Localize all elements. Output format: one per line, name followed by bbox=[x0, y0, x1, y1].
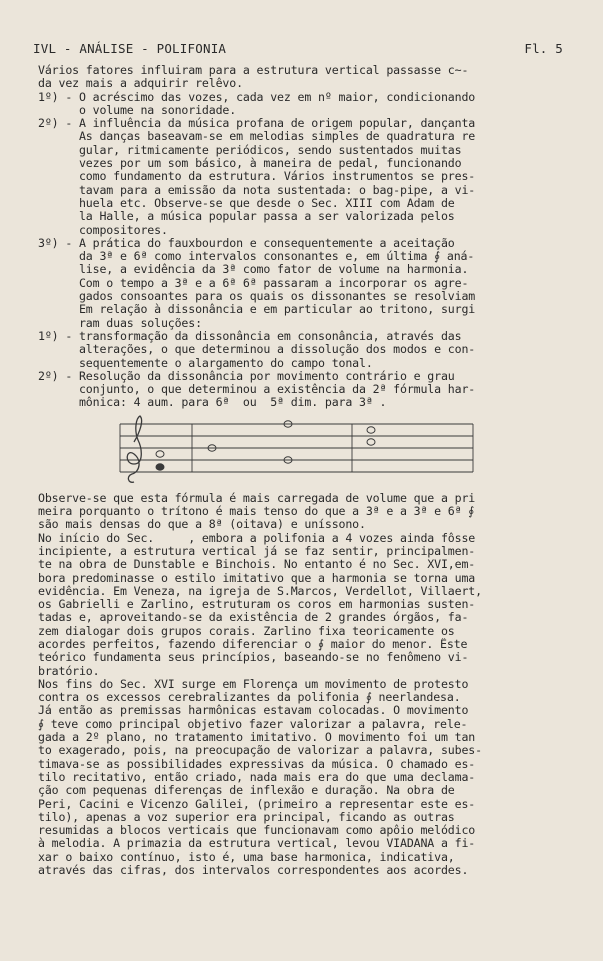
text-line: Observe-se que esta fórmula é mais carregada de volume que a pri bbox=[38, 491, 476, 505]
text-line: meira porquanto o trítono é mais tenso do que a 3ª e a 3ª e 6ª ∮ bbox=[38, 505, 475, 519]
text-line: huela etc. Observe-se que desde o Sec. XIII com Adam de bbox=[38, 196, 455, 210]
music-example bbox=[38, 410, 574, 492]
text-line: incipiente, a estrutura vertical já se faz sentir, principalmen- bbox=[38, 544, 476, 558]
text-line: teórico fundamenta seus princípios, baseando-se no fenômeno vi- bbox=[38, 651, 469, 665]
text-line: Nos fins do Sec. XVI surge em Florença um movimento de protesto bbox=[38, 677, 469, 691]
text-line: ∮ teve como principal objetivo fazer valorizar a palavra, rele- bbox=[38, 717, 468, 731]
text-line: 2º) - A influência da música profana de origem popular, dançanta bbox=[38, 117, 476, 131]
text-line: ram duas soluções: bbox=[38, 316, 202, 330]
text-line: acordes perfeitos, fazendo diferenciar o ∮ maior do menor. Êste bbox=[38, 637, 468, 651]
document-body bbox=[38, 64, 574, 877]
text-line: vezes por um som básico, à maneira de pedal, funcionando bbox=[38, 157, 462, 171]
text-line: 2º) - Resolução da dissonância por movimento contrário e grau bbox=[38, 369, 455, 383]
text-line: contra os excessos cerebralizantes da polifonia ∮ neerlandesa. bbox=[38, 691, 461, 705]
text-line: Com o tempo a 3ª e a 6ª 6ª passaram a incorporar os agre- bbox=[38, 276, 469, 290]
note-7 bbox=[367, 439, 375, 445]
text-line: compositores. bbox=[38, 223, 168, 237]
text-line: são mais densas do que a 8ª (oitava) e uníssono. bbox=[38, 518, 366, 532]
text-line: te na obra de Dunstable e Binchois. No entanto é no Sec. XVI,em- bbox=[38, 558, 476, 572]
text-line: la Halle, a música popular passa a ser valorizada pelos bbox=[38, 210, 455, 224]
text-line: Já então as premissas harmônicas estavam colocadas. O movimento bbox=[38, 704, 469, 718]
text-line: tavam para a emissão da nota sustentada: o bag-pipe, a vi- bbox=[38, 183, 476, 197]
text-line: os Gabrielli e Zarlino, estruturam os coros em harmonias susten- bbox=[38, 598, 476, 612]
text-line: 1º) - O acréscimo das vozes, cada vez em nº maior, condicionando bbox=[38, 90, 476, 104]
page-number: Fl. 5 bbox=[524, 41, 563, 56]
text-block-2 bbox=[38, 492, 574, 878]
text-line: 3º) - A prática do fauxbourdon e consequentemente a aceitação bbox=[38, 236, 455, 250]
text-line: resumidas a blocos verticais que funcionavam como apôio melódico bbox=[38, 824, 476, 838]
text-line: timava-se as possibilidades expressivas da música. O chamado es- bbox=[38, 757, 476, 771]
page-header bbox=[33, 41, 563, 56]
text-line: mônica: 4 aum. para 6ª ou 5ª dim. para 3ª . bbox=[38, 396, 387, 410]
text-line: evidência. Em Veneza, na igreja de S.Marcos, Verdellot, Villaert, bbox=[38, 584, 482, 598]
text-line: to exagerado, pois, na preocupação de valorizar a palavra, subes- bbox=[38, 744, 482, 758]
music-staff bbox=[116, 412, 476, 492]
text-line: lise, a evidência da 3ª como fator de volume na harmonia. bbox=[38, 263, 469, 277]
text-line: bora predominasse o estilo imitativo que a harmonia se torna uma bbox=[38, 571, 476, 585]
text-line: xar o baixo contínuo, isto é, uma base harmonica, indicativa, bbox=[38, 850, 455, 864]
text-line: da 3ª e 6ª como intervalos consonantes e, em última ∮ aná- bbox=[38, 250, 475, 264]
text-line: Peri, Cacini e Vicenzo Galilei, (primeiro a representar este es- bbox=[38, 797, 476, 811]
text-line: gular, ritmicamente periódicos, sendo sustentados muitas bbox=[38, 143, 462, 157]
text-line: As danças baseavam-se em melodias simples de quadratura re bbox=[38, 130, 476, 144]
text-line: o volume na sonoridade. bbox=[38, 103, 237, 117]
text-line: como fundamento da estrutura. Vários instrumentos se pres- bbox=[38, 170, 476, 184]
text-line: Em relação à dissonância e em particular ao tritono, surgi bbox=[38, 303, 476, 317]
text-line: à melodia. A primazia da estrutura vertical, levou VIADANA a fi- bbox=[38, 837, 476, 851]
text-line: sequentemente o alargamento do campo tonal. bbox=[38, 356, 373, 370]
text-line: zem dialogar dois grupos corais. Zarlino fixa teoricamente os bbox=[38, 624, 455, 638]
text-block-1 bbox=[38, 64, 574, 410]
note-6 bbox=[367, 427, 375, 433]
text-line: 1º) - transformação da dissonância em consonância, através das bbox=[38, 329, 462, 343]
text-line: da vez mais a adquirir relêvo. bbox=[38, 77, 243, 91]
text-line: tilo recitativo, então criado, nada mais era do que uma declama- bbox=[38, 770, 476, 784]
text-line: através das cifras, dos intervalos correspondentes aos acordes. bbox=[38, 864, 469, 878]
text-line: bratório. bbox=[38, 664, 100, 678]
text-line: ção com pequenas diferenças de inflexão e duração. Na obra de bbox=[38, 784, 455, 798]
text-line: conjunto, o que determinou a existência da 2ª fórmula har- bbox=[38, 383, 476, 397]
note-2 bbox=[156, 464, 164, 470]
text-line: alterações, o que determinou a dissolução dos modos e con- bbox=[38, 343, 476, 357]
text-line: gados consoantes para os quais os dissonantes se resolviam bbox=[38, 290, 476, 304]
text-line: Vários fatores influiram para a estrutura vertical passasse c~- bbox=[38, 64, 469, 77]
note-1 bbox=[156, 451, 164, 457]
text-line: No início do Sec. , embora a polifonia a 4 vozes ainda fôsse bbox=[38, 531, 476, 545]
text-line: gada a 2º plano, no tratamento imitativo. O movimento foi um tan bbox=[38, 731, 476, 745]
document-title: IVL - ANÁLISE - POLIFONIA bbox=[33, 41, 227, 56]
text-line: tadas e, aproveitando-se da existência de 2 grandes órgãos, fa- bbox=[38, 611, 469, 625]
text-line: tilo), apenas a voz superior era principal, ficando as outras bbox=[38, 810, 455, 824]
